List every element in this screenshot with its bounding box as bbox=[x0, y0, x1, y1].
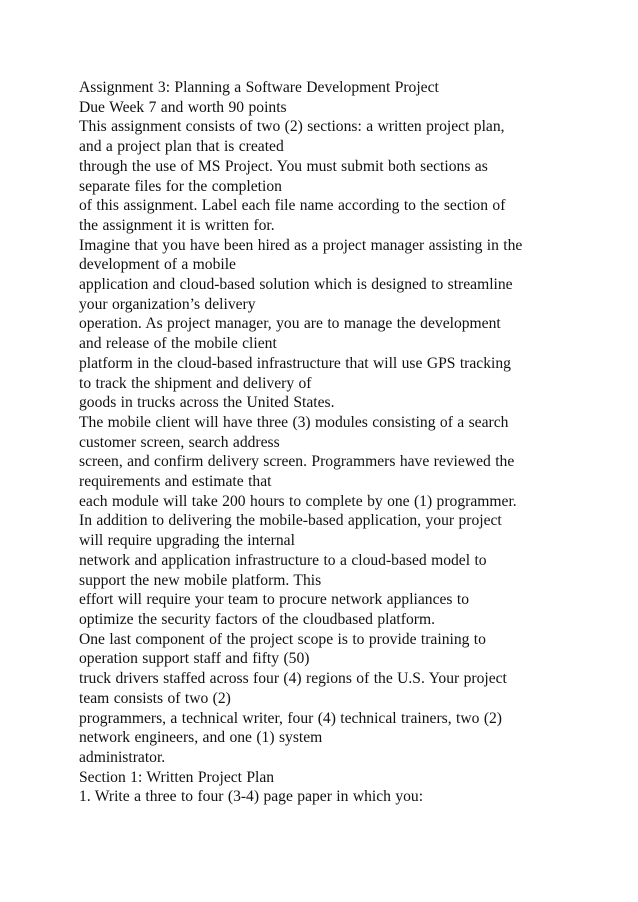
body-line: administrator. bbox=[79, 748, 166, 766]
body-line: your organization’s delivery bbox=[79, 295, 256, 313]
body-line: network engineers, and one (1) system bbox=[79, 729, 323, 747]
body-line: will require upgrading the internal bbox=[79, 532, 295, 550]
body-line: of this assignment. Label each file name according to the section of bbox=[79, 197, 506, 215]
body-line: and release of the mobile client bbox=[79, 335, 277, 353]
body-line: development of a mobile bbox=[79, 256, 236, 274]
body-line: operation. As project manager, you are to manage the development bbox=[79, 315, 501, 333]
body-line: operation support staff and fifty (50) bbox=[79, 650, 310, 668]
body-line: The mobile client will have three (3) modules consisting of a search bbox=[79, 413, 509, 431]
body-line: This assignment consists of two (2) sections: a written project plan, bbox=[79, 118, 505, 136]
body-line: Imagine that you have been hired as a project manager assisting in the bbox=[79, 236, 523, 254]
body-line: customer screen, search address bbox=[79, 433, 280, 451]
body-line: separate files for the completion bbox=[79, 177, 282, 195]
body-line: to track the shipment and delivery of bbox=[79, 374, 312, 392]
body-line: effort will require your team to procure network appliances to bbox=[79, 591, 470, 609]
body-line: requirements and estimate that bbox=[79, 473, 272, 491]
body-line: support the new mobile platform. This bbox=[79, 571, 322, 589]
body-line: In addition to delivering the mobile-based application, your project bbox=[79, 512, 502, 530]
numbered-item: 1. Write a three to four (3-4) page paper in which you: bbox=[79, 788, 424, 806]
body-line: programmers, a technical writer, four (4) technical trainers, two (2) bbox=[79, 709, 502, 727]
body-line: application and cloud-based solution which is designed to streamline bbox=[79, 276, 513, 294]
body-line: goods in trucks across the United States. bbox=[79, 394, 335, 412]
assignment-title: Assignment 3: Planning a Software Development Project bbox=[79, 79, 439, 96]
body-line: the assignment it is written for. bbox=[79, 216, 275, 234]
body-line: truck drivers staffed across four (4) regions of the U.S. Your project bbox=[79, 670, 507, 688]
body-line: One last component of the project scope is to provide training to bbox=[79, 630, 486, 648]
body-line: screen, and confirm delivery screen. Programmers have reviewed the bbox=[79, 453, 515, 471]
document-body bbox=[79, 78, 569, 807]
body-line: optimize the security factors of the cloudbased platform. bbox=[79, 610, 435, 628]
body-line: each module will take 200 hours to complete by one (1) programmer. bbox=[79, 492, 517, 510]
section-heading: Section 1: Written Project Plan bbox=[79, 768, 275, 786]
due-date-line: Due Week 7 and worth 90 points bbox=[79, 98, 287, 116]
body-line: platform in the cloud-based infrastructure that will use GPS tracking bbox=[79, 354, 511, 372]
body-line: through the use of MS Project. You must submit both sections as bbox=[79, 157, 488, 175]
body-line: team consists of two (2) bbox=[79, 689, 231, 707]
body-line: and a project plan that is created bbox=[79, 138, 284, 156]
body-line: network and application infrastructure to a cloud-based model to bbox=[79, 551, 487, 569]
